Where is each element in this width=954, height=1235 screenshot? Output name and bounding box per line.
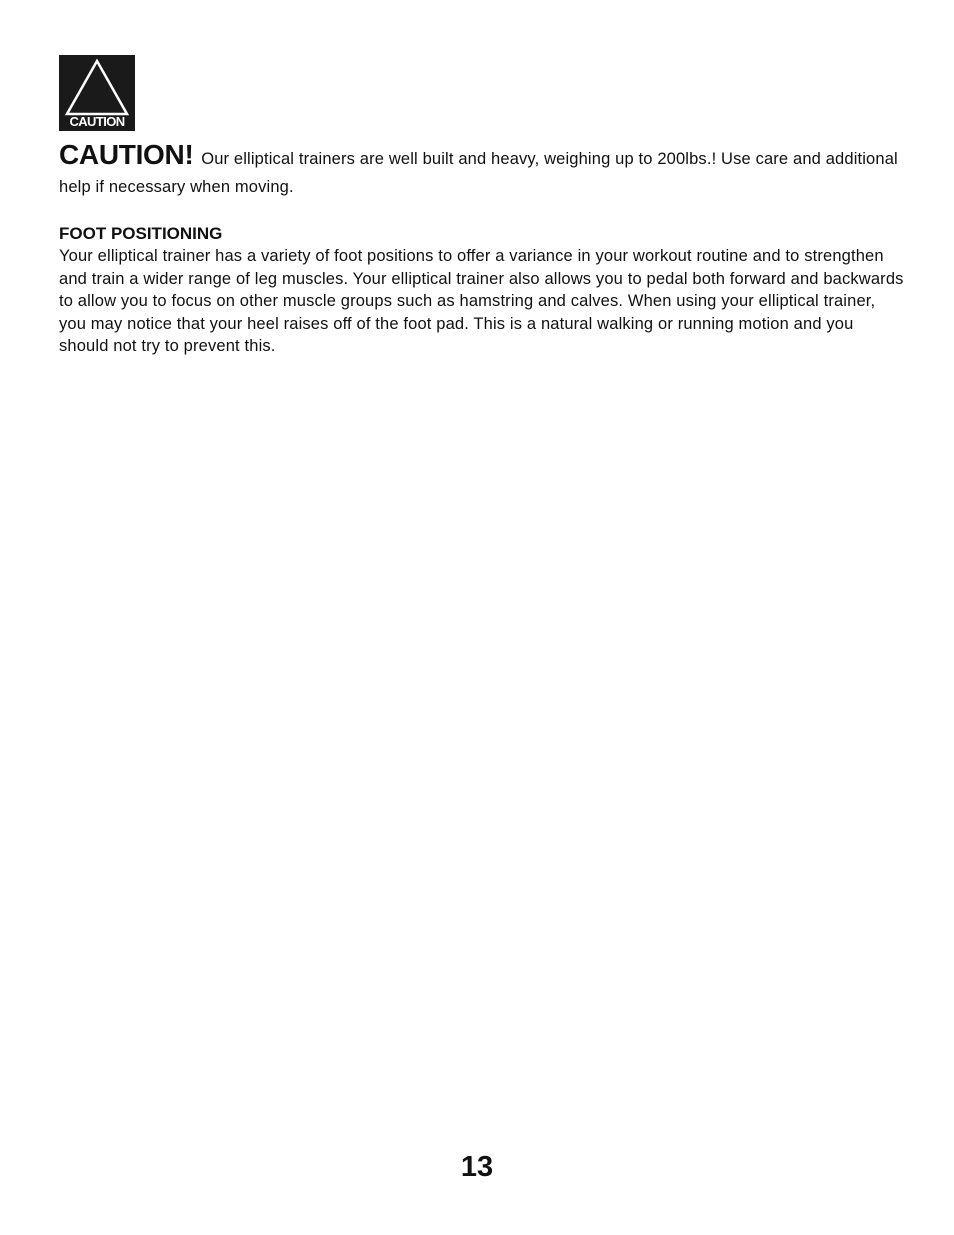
- foot-positioning-body: Your elliptical trainer has a variety of foot positions to offer a variance in your workout routine and to strengthen and train a wider range of leg muscles. Your elliptical trainer also allows you to pedal both forward and backwards to allow you to focus on other muscle groups such as hamstring and calves. When using your elliptical trainer, you may notice that your heel raises off of the foot pad. This is a natural walking or running motion and you should not try to prevent this.: [59, 247, 904, 355]
- caution-badge: [59, 55, 135, 131]
- caution-text: Our elliptical trainers are well built and heavy, weighing up to 200lbs.! Use care and additional help if necessary when moving.: [59, 150, 898, 196]
- caution-heading: CAUTION!: [59, 139, 194, 170]
- page-number: 13: [460, 1151, 494, 1183]
- caution-paragraph: [59, 141, 899, 201]
- foot-positioning-heading: FOOT POSITIONING: [59, 224, 223, 243]
- caution-badge-label: CAUTION: [69, 114, 125, 129]
